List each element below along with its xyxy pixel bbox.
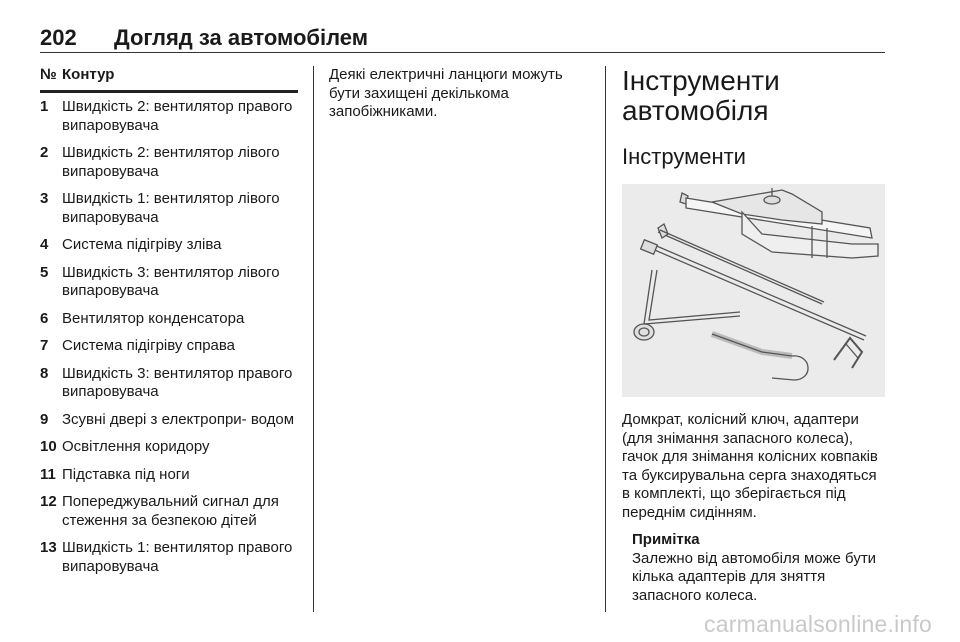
row-number: 10 xyxy=(40,438,57,455)
table-row xyxy=(40,337,298,356)
row-number: 6 xyxy=(40,309,49,327)
row-number: 4 xyxy=(40,236,49,253)
row-circuit: Швидкість 1: вентилятор правого випаровувача xyxy=(62,539,293,575)
tools-caption: Домкрат, колісний ключ, адаптери (для знімання запасного колеса), гачок для знімання колісних ковпаків та буксирувальна серга знаходяться в комплекті, що зберігається під переднім сидінням. xyxy=(622,411,878,521)
fuse-note-text: Деякі електричні ланцюги можуть бути захищені декількома запобіжниками. xyxy=(329,66,563,120)
table-row xyxy=(40,144,298,181)
row-number: 13 xyxy=(40,539,57,556)
table-row xyxy=(40,236,298,255)
row-number: 1 xyxy=(40,98,49,115)
row-circuit: Підставка під ноги xyxy=(62,465,190,483)
row-circuit: Система підігріву зліва xyxy=(62,236,222,253)
page-header xyxy=(40,25,885,51)
row-number: 11 xyxy=(40,465,56,483)
note-title: Примітка xyxy=(632,531,700,548)
page-title: Догляд за автомобілем xyxy=(114,25,369,50)
subsection-title: Інструменти xyxy=(622,144,746,169)
note-text: Залежно від автомобіля може бути кілька адаптерів для зняття запасного колеса. xyxy=(632,549,877,604)
fuse-table xyxy=(40,66,298,585)
table-row xyxy=(40,365,298,402)
table-header-rule xyxy=(40,90,298,93)
row-number: 8 xyxy=(40,364,49,382)
row-number: 5 xyxy=(40,263,49,281)
note-box xyxy=(632,531,887,605)
row-number: 7 xyxy=(40,337,49,354)
row-number: 3 xyxy=(40,190,49,207)
right-column xyxy=(622,66,887,605)
row-circuit: Швидкість 1: вентилятор лівого випаровувача xyxy=(62,190,280,226)
table-row xyxy=(40,493,298,530)
row-circuit: Швидкість 2: вентилятор правого випаровувача xyxy=(62,98,293,134)
table-row xyxy=(40,466,298,485)
row-circuit: Вентилятор конденсатора xyxy=(62,309,245,327)
table-row xyxy=(40,310,298,329)
column-header-number: № xyxy=(40,66,57,83)
tools-illustration-icon xyxy=(622,184,885,397)
table-body xyxy=(40,98,298,576)
row-circuit: Швидкість 3: вентилятор лівого випаровувача xyxy=(62,263,280,299)
column-divider xyxy=(313,66,314,612)
tools-figure xyxy=(622,184,885,397)
table-row xyxy=(40,539,298,576)
row-number: 2 xyxy=(40,144,49,161)
middle-column xyxy=(329,66,591,122)
row-circuit: Зсувні двері з електропри- водом xyxy=(62,410,295,428)
table-row xyxy=(40,190,298,227)
table-row xyxy=(40,98,298,135)
column-divider xyxy=(605,66,606,612)
row-circuit: Система підігріву справа xyxy=(62,337,236,354)
page-number: 202 xyxy=(40,25,77,50)
table-row xyxy=(40,264,298,301)
column-header-circuit: Контур xyxy=(62,66,115,83)
row-number: 12 xyxy=(40,493,57,510)
row-circuit: Попереджувальний сигнал для стеження за безпекою дітей xyxy=(62,493,279,529)
row-circuit: Швидкість 3: вентилятор правого випаровувача xyxy=(62,364,293,400)
table-row xyxy=(40,438,298,457)
header-divider xyxy=(40,52,885,53)
row-number: 9 xyxy=(40,410,49,428)
section-title: Інструменти автомобіля xyxy=(622,65,780,126)
watermark: carmanualsonline.info xyxy=(704,611,932,637)
table-row xyxy=(40,411,298,430)
row-circuit: Швидкість 2: вентилятор лівого випаровувача xyxy=(62,144,280,180)
table-header xyxy=(40,66,298,88)
row-circuit: Освітлення коридору xyxy=(62,438,210,455)
